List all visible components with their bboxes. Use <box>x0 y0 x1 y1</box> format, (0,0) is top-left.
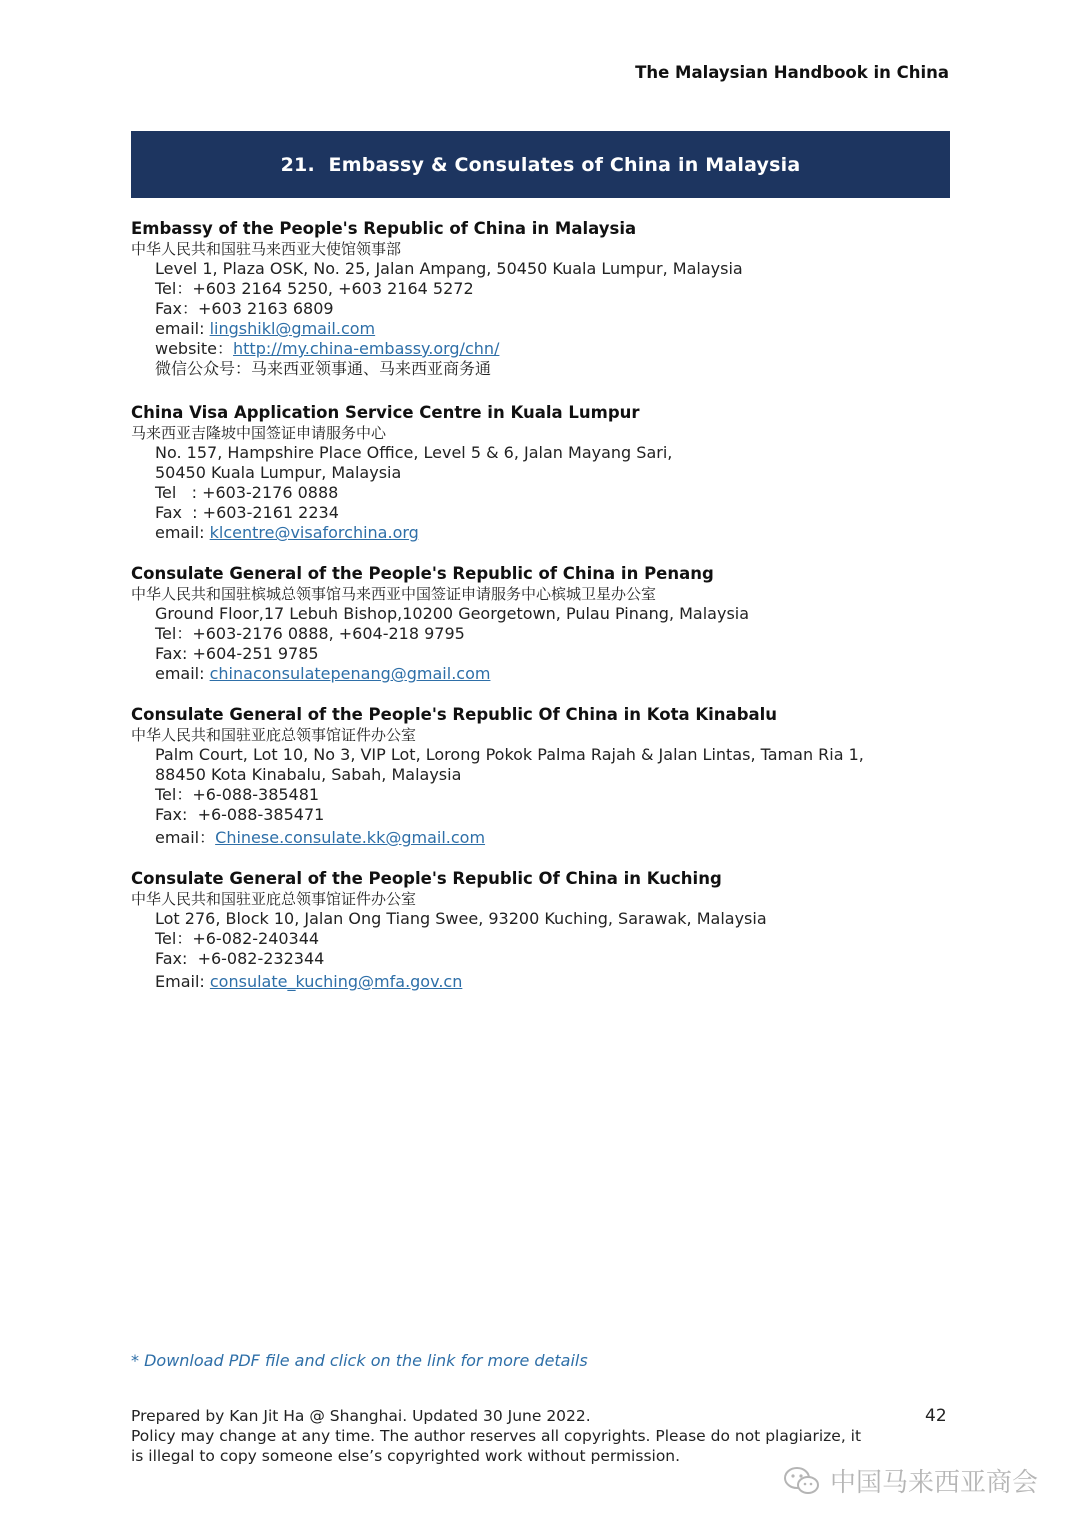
footer <box>131 1406 911 1466</box>
section-penang <box>131 564 931 684</box>
tel-line: Tel：+603 2164 5250, +603 2164 5272 <box>155 279 474 298</box>
tel-line: Tel：+6-082-240344 <box>155 929 320 948</box>
fax-line: Fax：+603 2163 6809 <box>155 299 334 318</box>
fax-line: Fax: +6-082-232344 <box>155 949 325 968</box>
email-link[interactable]: Chinese.consulate.kk@gmail.com <box>215 828 486 847</box>
footer-line: is illegal to copy someone else’s copyrighted work without permission. <box>131 1447 681 1465</box>
section-kota-kinabalu <box>131 705 931 848</box>
email-line <box>131 969 931 992</box>
address-line: Level 1, Plaza OSK, No. 25, Jalan Ampang, 50450 Kuala Lumpur, Malaysia <box>155 259 743 278</box>
section-kuching <box>131 869 931 992</box>
wechat-icon <box>782 1465 822 1497</box>
banner-number: 21. <box>280 153 315 176</box>
section-embassy <box>131 219 931 379</box>
address-line: Palm Court, Lot 10, No 3, VIP Lot, Lorong Pokok Palma Rajah & Jalan Lintas, Taman Ria 1, <box>155 745 864 764</box>
watermark <box>782 1462 1038 1499</box>
website-link[interactable]: http://my.china-embassy.org/chn/ <box>233 339 500 358</box>
email-line <box>131 825 931 848</box>
banner-title: Embassy & Consulates of China in Malaysia <box>328 153 801 176</box>
section-banner <box>131 131 950 198</box>
section-chinese-name: 中华人民共和国驻马来西亚大使馆领事部 <box>131 240 402 258</box>
tel-line: Tel：+6-088-385481 <box>155 785 320 804</box>
section-title: Consulate General of the People's Republic of China in Penang <box>131 564 714 583</box>
website-line <box>131 339 931 359</box>
fax-line: Fax: +6-088-385471 <box>155 805 325 824</box>
section-title: Consulate General of the People's Republic Of China in Kuching <box>131 869 722 888</box>
email-link[interactable]: lingshikl@gmail.com <box>209 319 376 338</box>
address-line: Ground Floor,17 Lebuh Bishop,10200 Georgetown, Pulau Pinang, Malaysia <box>155 604 750 623</box>
address-line: 88450 Kota Kinabalu, Sabah, Malaysia <box>155 765 462 784</box>
download-note: * Download PDF file and click on the link for more details <box>131 1351 588 1370</box>
address-line: Lot 276, Block 10, Jalan Ong Tiang Swee, 93200 Kuching, Sarawak, Malaysia <box>155 909 767 928</box>
watermark-text: 中国马来西亚商会 <box>830 1468 1039 1498</box>
fax-line: Fax: +604-251 9785 <box>155 644 319 663</box>
website-label: website： <box>155 339 233 358</box>
email-label: email： <box>155 828 216 847</box>
tel-line: Tel：+603-2176 0888, +604-218 9795 <box>155 624 465 643</box>
email-line <box>131 319 931 339</box>
footer-line: Prepared by Kan Jit Ha @ Shanghai. Updated 30 June 2022. <box>131 1407 591 1425</box>
address-line: 50450 Kuala Lumpur, Malaysia <box>155 463 402 482</box>
email-label: email: <box>155 523 210 542</box>
section-chinese-name: 中华人民共和国驻亚庇总领事馆证件办公室 <box>131 890 417 908</box>
wechat-line: 微信公众号：马来西亚领事通、马来西亚商务通 <box>155 359 492 378</box>
section-title: Consulate General of the People's Republic Of China in Kota Kinabalu <box>131 705 778 724</box>
email-label: email: <box>155 319 210 338</box>
section-title: China Visa Application Service Centre in Kuala Lumpur <box>131 403 640 422</box>
email-link[interactable]: klcentre@visaforchina.org <box>209 523 419 542</box>
fax-line: Fax : +603-2161 2234 <box>155 503 339 522</box>
section-title: Embassy of the People's Republic of China in Malaysia <box>131 219 637 238</box>
address-line: No. 157, Hampshire Place Office, Level 5 & 6, Jalan Mayang Sari, <box>155 443 673 462</box>
section-chinese-name: 马来西亚吉隆坡中国签证申请服务中心 <box>131 424 387 442</box>
section-chinese-name: 中华人民共和国驻亚庇总领事馆证件办公室 <box>131 726 417 744</box>
email-line <box>131 523 931 543</box>
footer-line: Policy may change at any time. The author reserves all copyrights. Please do not plagiarize, it <box>131 1427 862 1445</box>
email-label: email: <box>155 664 210 683</box>
email-label: Email: <box>155 972 210 991</box>
section-visa-centre <box>131 403 931 543</box>
section-chinese-name: 中华人民共和国驻槟城总领事馆马来西亚中国签证申请服务中心槟城卫星办公室 <box>131 585 657 603</box>
email-link[interactable]: consulate_kuching@mfa.gov.cn <box>209 972 463 991</box>
tel-line: Tel : +603-2176 0888 <box>155 483 339 502</box>
email-link[interactable]: chinaconsulatepenang@gmail.com <box>209 664 491 683</box>
email-line <box>131 664 931 684</box>
page-number: 42 <box>925 1406 947 1426</box>
header-title: The Malaysian Handbook in China <box>635 63 949 82</box>
